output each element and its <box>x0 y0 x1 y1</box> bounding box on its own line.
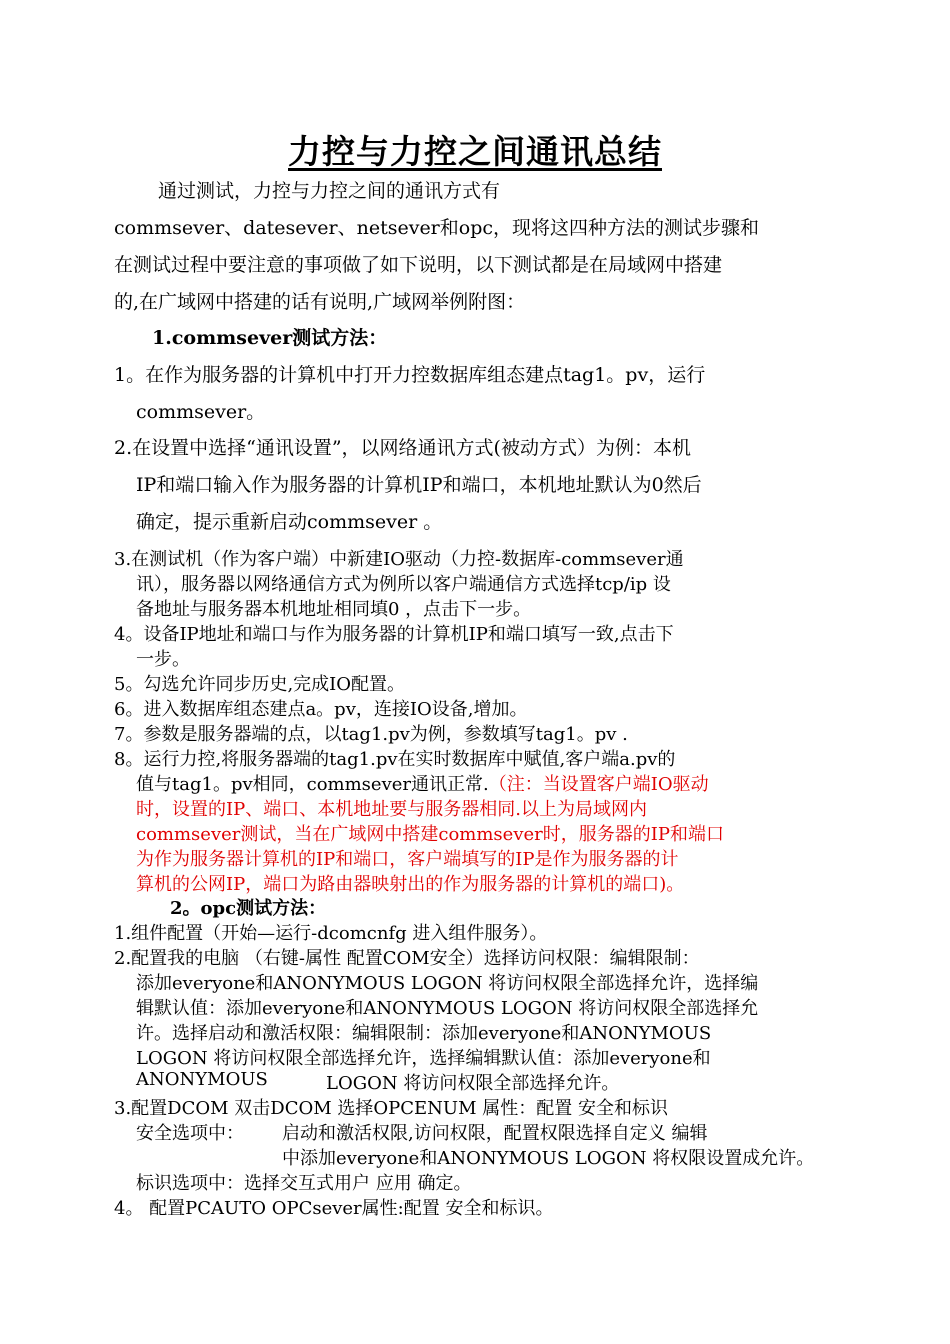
note-line-3: 为作为服务器计算机的IP和端口，客户端填写的IP是作为服务器的计 <box>136 849 679 870</box>
s2-step2-line1: 2.配置我的电脑 （右键-属性 配置COM安全）选择访问权限：编辑限制： <box>114 948 700 969</box>
s1-step1-line1: 1。在作为服务器的计算机中打开力控数据库组态建点tag1。pv，运行 <box>114 364 706 386</box>
s2-step4: 4。 配置PCAUTO OPCsever属性:配置 安全和标识。 <box>114 1198 554 1219</box>
s1-step7: 7。参数是服务器端的点，以tag1.pv为例，参数填写tag1。pv . <box>114 724 628 745</box>
s1-step2-line1: 2.在设置中选择“通讯设置”，以网络通讯方式(被动方式）为例：本机 <box>114 437 691 459</box>
section-1-heading: 1.commsever测试方法： <box>152 327 388 349</box>
s2-step2-line2: 添加everyone和ANONYMOUS LOGON 将访问权限全部选择允许，选择编 <box>136 973 759 994</box>
s2-step1: 1.组件配置（开始—运行-dcomcnfg 进入组件服务）。 <box>114 923 548 944</box>
s1-step8-text: 值与tag1。pv相同，commsever通讯正常. <box>136 774 489 795</box>
s1-step1-line2: commsever。 <box>136 401 266 423</box>
s1-step4-line1: 4。设备IP地址和端口与作为服务器的计算机IP和端口填写一致,点击下 <box>114 624 674 645</box>
intro-line-2: commsever、datesever、netsever和opc，现将这四种方法的测试步骤和 <box>114 217 760 239</box>
s2-step3-line3: 中添加everyone和ANONYMOUS LOGON 将权限设置成允许。 <box>282 1148 815 1169</box>
intro-line-3: 在测试过程中要注意的事项做了如下说明，以下测试都是在局域网中搭建 <box>114 254 723 276</box>
s2-step2-line4: 许。选择启动和激活权限：编辑限制：添加everyone和ANONYMOUS <box>136 1023 712 1044</box>
s1-step3-line1: 3.在测试机（作为客户端）中新建IO驱动（力控-数据库-commsever通 <box>114 549 684 570</box>
section-2-heading: 2。opc测试方法： <box>170 898 327 919</box>
s1-step3-line3: 备地址与服务器本机地址相同填0 ，点击下一步。 <box>136 599 532 620</box>
s2-step2-line6a: ANONYMOUS <box>136 1069 268 1090</box>
note-line-1: 时，设置的IP、端口、本机地址要与服务器相同.以上为局域网内 <box>136 799 647 820</box>
s2-step2-line3: 辑默认值：添加everyone和ANONYMOUS LOGON 将访问权限全部选择允 <box>136 998 759 1019</box>
s2-step3-line4: 标识选项中：选择交互式用户 应用 确定。 <box>136 1173 472 1194</box>
intro-line-1: 通过测试，力控与力控之间的通讯方式有 <box>158 180 501 202</box>
s1-step2-line3: 确定，提示重新启动commsever 。 <box>136 511 443 533</box>
s2-step3-line2a: 安全选项中： <box>136 1123 244 1144</box>
s2-step3-line2b: 启动和激活权限,访问权限，配置权限选择自定义 编辑 <box>282 1123 708 1144</box>
s1-step6: 6。进入数据库组态建点a。pv，连接IO设备,增加。 <box>114 699 528 720</box>
s2-step2-line5: LOGON 将访问权限全部选择允许，选择编辑默认值：添加everyone和 <box>136 1048 711 1069</box>
note-line-4: 算机的公网IP，端口为路由器映射出的作为服务器的计算机的端口)。 <box>136 874 685 895</box>
s1-step5: 5。勾选允许同步历史,完成IO配置。 <box>114 674 406 695</box>
s1-step4-line2: 一步。 <box>136 649 190 670</box>
document-title: 力控与力控之间通讯总结 <box>288 132 662 171</box>
s1-step2-line2: IP和端口输入作为服务器的计算机IP和端口，本机地址默认为0然后 <box>136 474 702 496</box>
note-start: （注：当设置客户端IO驱动 <box>488 774 709 795</box>
note-line-2: commsever测试，当在广域网中搭建commsever时，服务器的IP和端口 <box>136 824 724 845</box>
s1-step8-line2 <box>136 770 709 796</box>
s1-step8-line1: 8。运行力控,将服务器端的tag1.pv在实时数据库中赋值,客户端a.pv的 <box>114 749 676 770</box>
s2-step2-line6b: LOGON 将访问权限全部选择允许。 <box>326 1073 620 1094</box>
s2-step3-line1: 3.配置DCOM 双击DCOM 选择OPCENUM 属性：配置 安全和标识 <box>114 1098 668 1119</box>
intro-line-4: 的,在广域网中搭建的话有说明,广域网举例附图： <box>114 291 526 313</box>
s1-step3-line2: 讯），服务器以网络通信方式为例所以客户端通信方式选择tcp/ip 设 <box>136 574 671 595</box>
